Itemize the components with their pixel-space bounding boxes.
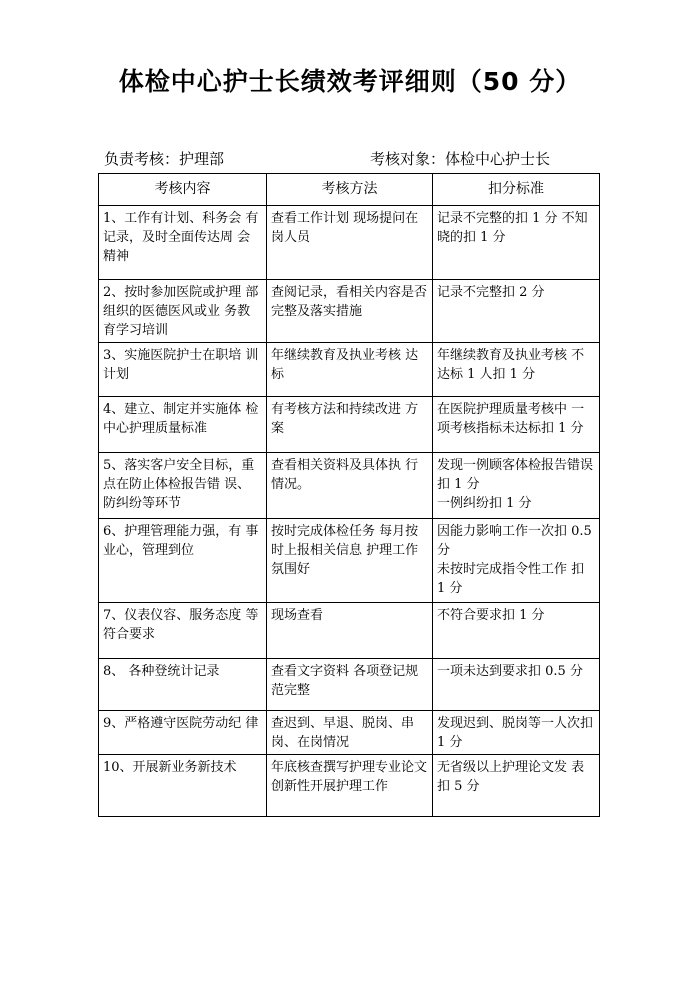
cell-text: 现场查看 — [271, 608, 324, 623]
row-method — [267, 280, 433, 343]
table-header-row — [99, 174, 600, 206]
table-row — [99, 397, 600, 453]
row-method — [267, 206, 433, 280]
cell-text: 4、建立、制定并实施体 检中心护理质量标准 — [103, 402, 259, 436]
row-content — [99, 711, 267, 755]
table-row — [99, 659, 600, 711]
row-method — [267, 519, 433, 603]
cell-text: 无省级以上护理论文发 表扣 5 分 — [437, 760, 585, 794]
cell-text: 年继续教育及执业考核 达标 — [271, 348, 419, 382]
cell-text: 8、 各种登统计记录 — [103, 664, 220, 679]
row-content — [99, 343, 267, 397]
cell-text: 10、开展新业务新技术 — [103, 760, 237, 775]
row-method — [267, 453, 433, 519]
cell-text: 年继续教育及执业考核 不达标 1 人扣 1 分 — [437, 348, 585, 382]
row-content — [99, 397, 267, 453]
cell-text: 按时完成体检任务 每月按时上报相关信息 护理工作氛围好 — [271, 524, 419, 577]
cell-text: 记录不完整扣 2 分 — [437, 285, 545, 300]
row-method — [267, 755, 433, 817]
table-row — [99, 755, 600, 817]
cell-text: 在医院护理质量考核中 一项考核指标未达标扣 1 分 — [437, 402, 585, 436]
cell-text: 3、实施医院护士在职培 训计划 — [103, 348, 259, 382]
row-standard — [433, 711, 600, 755]
cell-text: 5、落实客户安全目标，重点在防止体检报告错 误、防纠纷等环节 — [103, 458, 255, 511]
table-row — [99, 343, 600, 397]
cell-text: 发现一例顾客体检报告错误扣 1 分 一例纠纷扣 1 分 — [437, 458, 594, 511]
cell-text: 9、严格遵守医院劳动纪 律 — [103, 716, 259, 731]
row-standard — [433, 343, 600, 397]
cell-text: 一项未达到要求扣 0.5 分 — [437, 664, 583, 679]
table-row — [99, 603, 600, 659]
row-method — [267, 397, 433, 453]
table-row — [99, 280, 600, 343]
target-label: 考核对象：体检中心护士长 — [370, 150, 551, 168]
row-method — [267, 603, 433, 659]
table-row — [99, 711, 600, 755]
table-row — [99, 453, 600, 519]
row-standard — [433, 659, 600, 711]
row-standard — [433, 206, 600, 280]
row-method — [267, 343, 433, 397]
row-content — [99, 659, 267, 711]
row-standard — [433, 280, 600, 343]
row-content — [99, 206, 267, 280]
cell-text: 6、护理管理能力强，有 事业心，管理到位 — [103, 524, 259, 558]
row-content — [99, 603, 267, 659]
cell-text: 查迟到、早退、脱岗、串 岗、在岗情况 — [271, 716, 415, 750]
responsible-label: 负责考核：护理部 — [104, 150, 225, 168]
row-content — [99, 280, 267, 343]
cell-text: 7、仪表仪容、服务态度 等符合要求 — [103, 608, 259, 642]
cell-text: 记录不完整的扣 1 分 不知晓的扣 1 分 — [437, 211, 588, 245]
row-standard — [433, 519, 600, 603]
cell-text: 1、工作有计划、科务会 有记录，及时全面传达周 会精神 — [103, 211, 259, 264]
cell-text: 有考核方法和持续改进 方案 — [271, 402, 419, 436]
table-row — [99, 519, 600, 603]
cell-text: 2、按时参加医院或护理 部组织的医德医风或业 务教育学习培训 — [103, 285, 259, 338]
page-title: 体检中心护士长绩效考评细则（50 分） — [118, 67, 582, 96]
cell-text: 发现迟到、脱岗等一人次扣 1 分 — [437, 716, 594, 750]
row-method — [267, 711, 433, 755]
header-method: 考核方法 — [267, 174, 433, 206]
row-standard — [433, 453, 600, 519]
cell-text: 查看工作计划 现场提问在岗人员 — [271, 211, 419, 245]
row-method — [267, 659, 433, 711]
row-content — [99, 519, 267, 603]
assessment-table — [98, 173, 600, 817]
header-content: 考核内容 — [99, 174, 267, 206]
cell-text: 因能力影响工作一次扣 0.5 分 未按时完成指令性工作 扣 1 分 — [437, 524, 592, 596]
cell-text: 查看相关资料及具体执 行情况。 — [271, 458, 419, 492]
table-row — [99, 206, 600, 280]
cell-text: 不符合要求扣 1 分 — [437, 608, 545, 623]
row-standard — [433, 603, 600, 659]
cell-text: 查阅记录，看相关内容是否完整及落实措施 — [271, 285, 428, 319]
header-standard: 扣分标准 — [433, 174, 600, 206]
cell-text: 查看文字资料 各项登记规范完整 — [271, 664, 419, 698]
cell-text: 年底核查撰写护理专业论文 创新性开展护理工作 — [271, 760, 428, 794]
row-standard — [433, 397, 600, 453]
row-standard — [433, 755, 600, 817]
row-content — [99, 453, 267, 519]
row-content — [99, 755, 267, 817]
